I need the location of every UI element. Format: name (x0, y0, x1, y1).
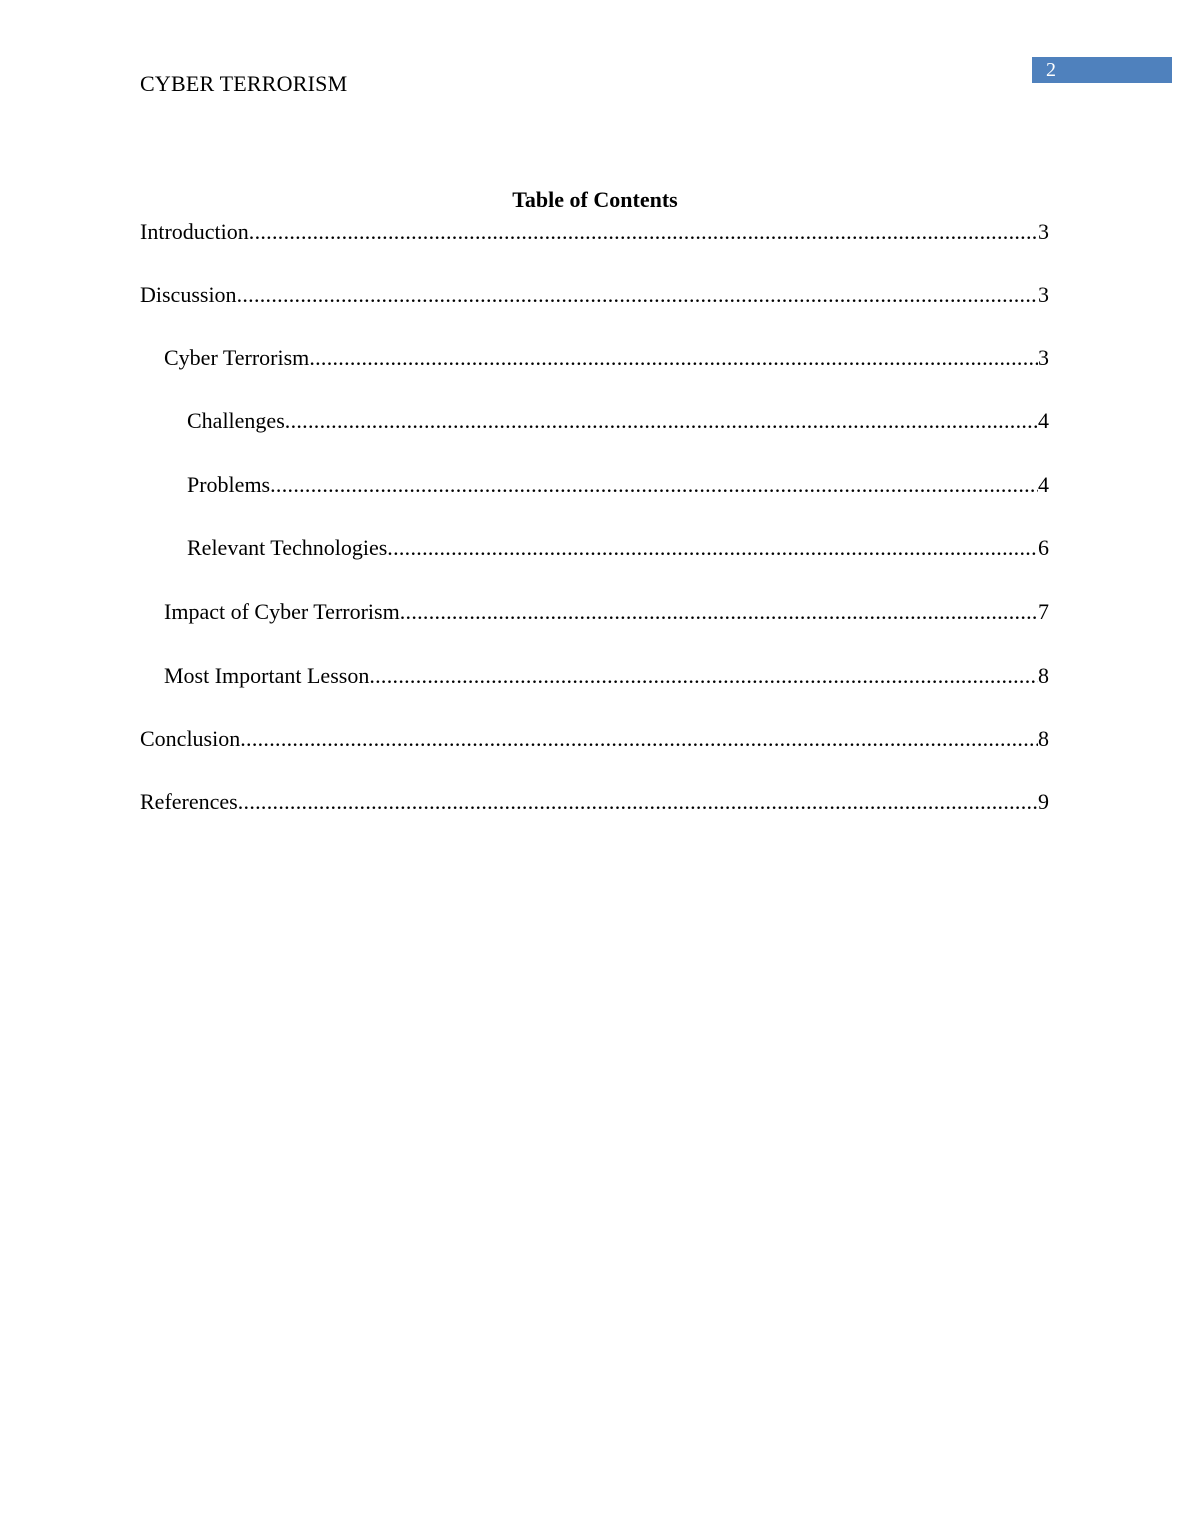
toc-entry-page: 3 (1038, 282, 1049, 307)
toc-entry-label: Discussion (140, 282, 237, 307)
toc-entry-challenges[interactable] (187, 406, 1049, 436)
dot-leader (249, 217, 1038, 247)
toc-entry-problems[interactable] (187, 470, 1049, 500)
toc-entry-page: 3 (1038, 345, 1049, 370)
toc-entry-references[interactable] (140, 787, 1049, 817)
dot-leader (237, 280, 1038, 310)
toc-entry-most-important-lesson[interactable] (164, 661, 1049, 691)
dot-leader (387, 533, 1038, 563)
dot-leader (400, 597, 1038, 627)
toc-entry-label: Problems (187, 472, 271, 497)
dot-leader (240, 724, 1038, 754)
toc-title: Table of Contents (512, 187, 678, 212)
dot-leader (369, 661, 1038, 691)
page-number: 2 (1046, 59, 1056, 81)
toc-entry-page: 3 (1038, 219, 1049, 244)
toc-entry-relevant-technologies[interactable] (187, 533, 1049, 563)
toc-entry-label: Most Important Lesson (164, 663, 370, 688)
toc-entry-page: 6 (1038, 535, 1049, 560)
toc-entry-label: Challenges (187, 408, 285, 433)
toc-entry-page: 9 (1038, 789, 1049, 814)
dot-leader (309, 343, 1038, 373)
toc-entry-page: 7 (1038, 599, 1049, 624)
toc-entry-impact-of-cyber-terrorism[interactable] (164, 597, 1049, 627)
toc-entry-page: 4 (1038, 472, 1049, 497)
dot-leader (270, 470, 1038, 500)
running-head: CYBER TERRORISM (140, 71, 348, 96)
toc-entry-label: References (140, 789, 238, 814)
toc-entry-page: 8 (1038, 663, 1049, 688)
toc-entry-page: 4 (1038, 408, 1049, 433)
toc-entry-label: Impact of Cyber Terrorism (164, 599, 400, 624)
dot-leader (238, 787, 1038, 817)
toc-entry-discussion[interactable] (140, 280, 1049, 310)
toc-entry-label: Introduction (140, 219, 249, 244)
toc-entry-cyber-terrorism[interactable] (164, 343, 1049, 373)
toc-entry-label: Cyber Terrorism (164, 345, 310, 370)
toc-entry-label: Relevant Technologies (187, 535, 388, 560)
toc-entry-page: 8 (1038, 726, 1049, 751)
dot-leader (285, 406, 1038, 436)
toc-entry-introduction[interactable] (140, 217, 1049, 247)
toc-entry-label: Conclusion (140, 726, 241, 751)
toc-entry-conclusion[interactable] (140, 724, 1049, 754)
